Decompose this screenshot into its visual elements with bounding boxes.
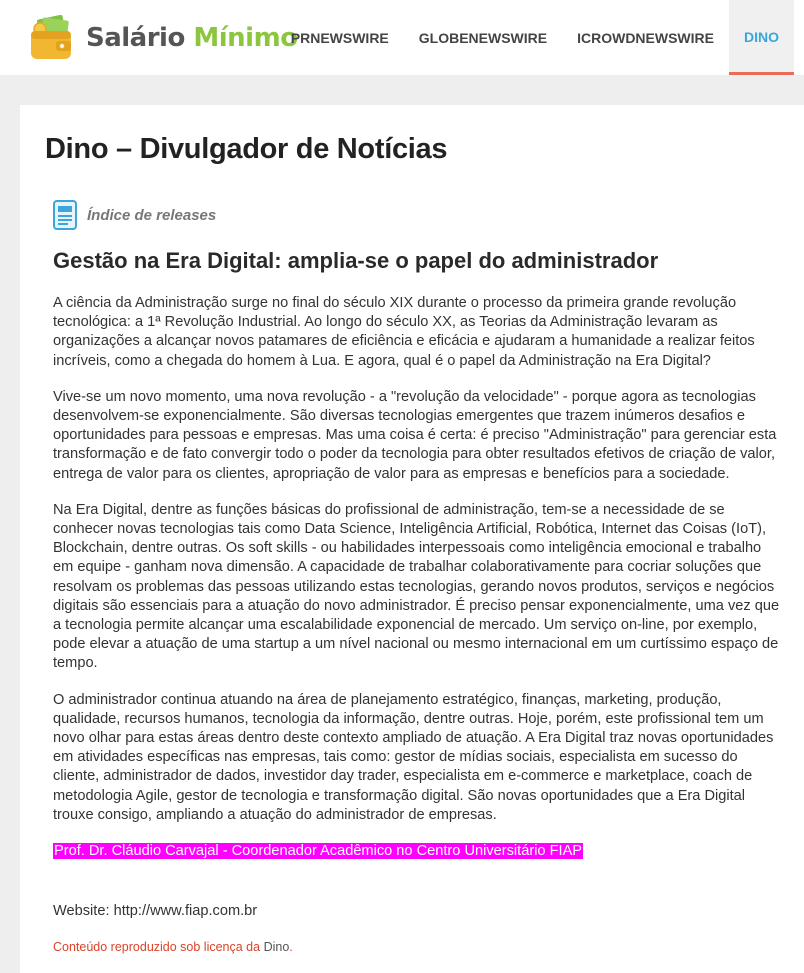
article-paragraph-4: O administrador continua atuando na área de planejamento estratégico, finanças, marketing, produção, qualidade, recursos humanos, tecnologia da informação, dentre outras. Hoje, porém, este profissional tem um novo olhar para estas áreas dentro deste contexto ampliado de atuação. A Era Digital traz novas oportunidades em atividades específicas nas empresas, tais como: gestor de mídias sociais, especialista em sucesso do cliente, administrador de dados, investidor day trader, especialista em e-commerce e marketplace, coach de metodologia Agile, gestor de tecnologia e transformação digital. São novas oportunidades que a Era Digital trouxe consigo, ampliando a atuação do administrador de empresas.: [53, 691, 774, 823]
article-paragraph-1: A ciência da Administração surge no final do século XIX durante o processo da primeira grande revolução tecnológica: a 1ª Revolução Industrial. Ao longo do século XX, as Teorias da Administração levaram as organizações a alcançar novos patamares de eficiência e eficácia e ajudaram a humanidade a realizar feitos incríveis, como a chegada do homem à Lua. E agora, qual é o papel da Administração na Era Digital?: [53, 295, 755, 369]
author-highlight: Prof. Dr. Cláudio Carvajal - Coordenador Acadêmico no Centro Universitário FIAP: [54, 843, 583, 860]
page-title: Dino – Divulgador de Notícias: [45, 133, 448, 165]
license-note: [53, 940, 293, 954]
logo-word-2: Mínimo: [193, 23, 298, 53]
article-paragraph-2: Vive-se um novo momento, uma nova revolução - a "revolução da velocidade" - porque agora as tecnologias desenvolvem-se exponencialmente. São diversas tecnologias emergentes que trazem inúmeros desafios e oportunidades para pessoas e empresas. Mas uma coisa é certa: é preciso "Administração" para gerenciar esta transformação e de fato convergir todo o poder da tecnologia para obter resultados efetivos de criação de valor, entrega de valor para os clientes, apropriação de valor para as empresas e benefícios para a sociedade.: [53, 388, 777, 482]
logo-word-1: Salário: [86, 23, 185, 53]
nav-globenewswire[interactable]: GLOBENEWSWIRE: [418, 30, 548, 46]
top-bar: [0, 0, 804, 75]
main-nav: [276, 0, 794, 75]
article-author-line: [53, 842, 783, 861]
license-text: Conteúdo reproduzido sob licença da: [53, 940, 261, 954]
license-end: .: [289, 940, 293, 954]
website-line: [53, 903, 257, 919]
content-card: [20, 105, 804, 973]
license-link-dino[interactable]: Dino: [263, 940, 290, 954]
release-index-link[interactable]: [53, 200, 216, 230]
site-logo[interactable]: [28, 12, 298, 64]
wallet-money-icon: [28, 15, 74, 61]
article-title: Gestão na Era Digital: amplia-se o papel do administrador: [53, 248, 659, 273]
website-url[interactable]: http://www.fiap.com.br: [113, 903, 258, 919]
website-label: Website:: [53, 903, 110, 919]
nav-dino[interactable]: DINO: [729, 0, 794, 75]
logo-wordmark: [86, 23, 298, 53]
release-index-label: Índice de releases: [87, 206, 217, 224]
article-paragraph-3: Na Era Digital, dentre as funções básicas do profissional de administração, tem-se a necessidade de se conhecer novas tecnologias tais como Data Science, Inteligência Artificial, Robótica, Internet das Coisas (IoT), Blockchain, dentre outras. Os soft skills - ou habilidades interpessoais como inteligência emocional e trabalho em equipe - ganham nova dimensão. A capacidade de trabalhar colaborativamente para cocriar soluções que resolvam os problemas das pessoas utilizando estas tecnologias, gerando novos produtos, serviços e negócios digitais são essenciais para a atuação do novo administrador. É preciso pensar exponencialmente, uma vez que a tecnologia permite alcançar uma escalabilidade exponencial de mercado. Um serviço on-line, por exemplo, pode elevar a atuação de uma startup a um nível nacional ou mesmo internacional em um curtíssimo espaço de tempo.: [53, 501, 780, 672]
article-body: [53, 294, 783, 878]
document-icon: [53, 200, 77, 230]
nav-icrowdnewswire[interactable]: ICROWDNEWSWIRE: [577, 30, 714, 46]
nav-prnewswire[interactable]: PRNEWSWIRE: [290, 30, 389, 46]
